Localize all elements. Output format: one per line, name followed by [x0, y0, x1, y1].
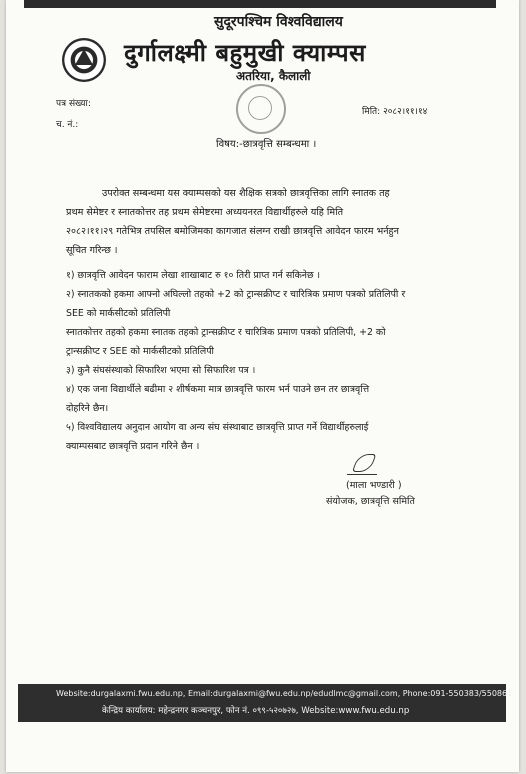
list-item: क्याम्पसबाट छात्रवृत्ति प्रदान गरिने छैन । — [66, 441, 200, 452]
campus-name: दुर्गालक्ष्मी बहुमुखी क्याम्पस — [124, 39, 366, 67]
body-line: सूचित गरिन्छ । — [66, 245, 118, 256]
list-item: ट्रान्सक्रीप्ट र SEE को मार्कसीटको प्रतिलिपी — [66, 346, 214, 357]
campus-address: अतरिया, कैलाली — [236, 69, 311, 83]
requirements-list — [66, 267, 502, 457]
letter-footer — [18, 684, 513, 722]
letter-subject: विषय:-छात्रवृत्ति सम्बन्धमा । — [216, 139, 317, 150]
signatory-title: संयोजक, छात्रवृत्ति समिति — [326, 496, 415, 507]
list-item: ४) एक जना विद्यार्थीले बढीमा २ शीर्षकमा मात्र छात्रवृत्ति फारम भर्न पाउने छन तर छात्रवृत्ति — [66, 384, 370, 395]
university-name: सुदूरपश्चिम विश्वविद्यालय — [214, 14, 343, 30]
dispatch-number-label: च. नं.: — [56, 120, 79, 130]
list-item: ५) विश्वविद्यालय अनुदान आयोग वा अन्य संघ संस्थाबाट छात्रवृत्ति प्राप्त गर्ने विद्यार्थीहरुलाई — [66, 422, 369, 433]
signatory-name: (माला भण्डारी ) — [346, 480, 402, 491]
office-stamp — [236, 84, 286, 134]
list-item: स्नातकोत्तर तहको हकमा स्नातक तहको ट्रान्सक्रीप्ट र चारित्रिक प्रमाण पत्रको प्रतिलिपी, +2 को — [66, 327, 386, 338]
body-line: प्रथम सेमेष्टर र स्नातकोत्तर तह प्रथम सेमेष्टरमा अध्ययनरत विद्यार्थीहरुले यहि मिति — [66, 207, 344, 218]
header-bar — [24, 0, 496, 8]
list-item: २) स्नातकको हकमा आफ्नो अघिल्लो तहको +2 को ट्रान्सक्रीप्ट र चारित्रिक प्रमाण पत्रको प्रतिलिपी र — [66, 289, 406, 300]
list-item: १) छात्रवृत्ति आवेदन फाराम लेखा शाखाबाट रु १० तिरी प्राप्त गर्न सकिनेछ । — [66, 270, 321, 281]
ref-number-label: पत्र संख्या: — [56, 99, 91, 109]
list-item: दोहरिने छैन। — [66, 403, 109, 414]
footer-contact-line: Website:durgalaxmi.fwu.edu.np, Email:durgalaxmi@fwu.edu.np/edudlmc@gmail.com, Phone:091-550383/550861 — [56, 689, 513, 698]
body-line: उपरोक्त सम्बन्धमा यस क्याम्पसको यस शैक्षिक सत्रको छात्रवृत्तिका लागि स्नातक तह — [102, 188, 390, 199]
letter-date: मिति: २०८२।११।१४ — [362, 107, 428, 117]
body-paragraph — [66, 184, 494, 260]
letter-page — [6, 0, 519, 772]
footer-office-line: केन्द्रिय कार्यालय: महेन्द्रनगर कञ्चनपुर, फोन नं. ०९९-५२०७२७, Website:www.fwu.edu.np — [102, 706, 410, 716]
list-item: ३) कुनै संघसंस्थाको सिफारिश भएमा सो सिफारिश पत्र । — [66, 365, 256, 376]
body-line: २०८२।११।२९ गतेभित्र तपसिल बमोजिमका कागजात संलग्न राखी छात्रवृत्ति आवेदन फारम भर्नहुन — [66, 226, 399, 237]
list-item: SEE को मार्कसीटको प्रतिलिपी — [66, 308, 171, 319]
campus-logo — [62, 38, 106, 82]
